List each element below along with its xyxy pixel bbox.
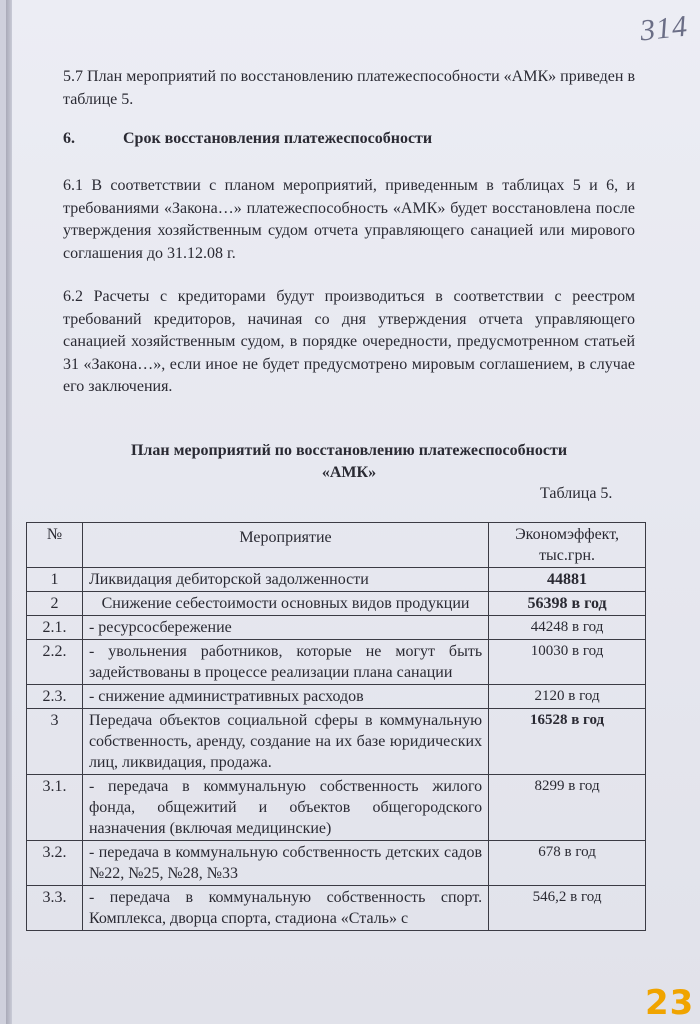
corner-stamp-number: 23 (645, 983, 695, 1023)
table-caption: Таблица 5. (540, 485, 613, 502)
row-activity: Ликвидация дебиторской задолженности (82, 568, 488, 592)
measures-table (26, 522, 646, 931)
section-6-title: Срок восстановления платежеспособности (123, 130, 433, 147)
row-effect: 2120 в год (489, 685, 646, 709)
table-row (27, 775, 646, 841)
table-row (27, 616, 646, 640)
page-edge (6, 0, 12, 1024)
table-row (27, 568, 646, 592)
row-effect: 546,2 в год (489, 886, 646, 931)
table-header-row (27, 523, 646, 568)
row-num: 3 (27, 709, 83, 775)
section-6-heading (63, 130, 432, 148)
table-row (27, 709, 646, 775)
row-num: 1 (27, 568, 83, 592)
row-num: 2.1. (27, 616, 83, 640)
row-num: 3.3. (27, 886, 83, 931)
table-title-line-2: «АМК» (321, 464, 377, 481)
table-row (27, 886, 646, 931)
row-effect: 10030 в год (489, 640, 646, 685)
header-effect: Экономэффект, тыс.грн. (489, 523, 646, 568)
row-effect: 56398 в год (489, 592, 646, 616)
paragraph-6-1: 6.1 В соответствии с планом мероприятий, приведенным в таблицах 5 и 6, и требованиями «Закона…» платежеспособность «АМК» будет восстановлена после утверждения хозяйственным судом отчета управляющего санацией или мирового соглашения до 31.12.08 г. (63, 177, 635, 262)
header-num: № (27, 523, 83, 568)
row-effect: 16528 в год (489, 709, 646, 775)
row-activity: Снижение себестоимости основных видов продукции (82, 592, 488, 616)
table-row (27, 592, 646, 616)
row-activity: - передача в коммунальную собственность спорт. Комплекса, дворца спорта, стадиона «Сталь» с (82, 886, 488, 931)
row-activity: - передача в коммунальную собственность жилого фонда, общежитий и объектов общегородского назначения (включая медицинские) (82, 775, 488, 841)
row-num: 3.1. (27, 775, 83, 841)
row-num: 2.3. (27, 685, 83, 709)
table-title-line-1: План мероприятий по восстановлению платежеспособности (130, 442, 568, 459)
row-activity: Передача объектов социальной сферы в коммунальную собственность, аренду, создание на их базе юридических лиц, ликвидация, продажа. (82, 709, 488, 775)
row-num: 3.2. (27, 841, 83, 886)
row-activity: - передача в коммунальную собственность детских садов №22, №25, №28, №33 (82, 841, 488, 886)
row-effect: 8299 в год (489, 775, 646, 841)
paragraph-6-2: 6.2 Расчеты с кредиторами будут производиться в соответствии с реестром требований кредиторов, начиная со дня утверждения отчета управляющего санацией хозяйственным судом, в порядке очередности, предусмотренном статьей 31 «Закона…», если иное не будет предусмотрено мировым соглашением, в случае его заключения. (63, 288, 635, 395)
row-num: 2 (27, 592, 83, 616)
paragraph-5-7: 5.7 План мероприятий по восстановлению платежеспособности «АМК» приведен в таблице 5. (63, 68, 635, 108)
table-row (27, 685, 646, 709)
table-title (63, 440, 635, 484)
section-6-number: 6. (63, 130, 75, 147)
handwritten-page-number: 314 (638, 9, 690, 48)
table-row (27, 841, 646, 886)
row-activity: - увольнения работников, которые не могут быть задействованы в процессе реализации плана санации (82, 640, 488, 685)
header-activity: Мероприятие (82, 523, 488, 568)
row-num: 2.2. (27, 640, 83, 685)
row-effect: 44881 (489, 568, 646, 592)
table-row (27, 640, 646, 685)
row-activity: - снижение административных расходов (82, 685, 488, 709)
row-effect: 678 в год (489, 841, 646, 886)
row-effect: 44248 в год (489, 616, 646, 640)
row-activity: - ресурсосбережение (82, 616, 488, 640)
